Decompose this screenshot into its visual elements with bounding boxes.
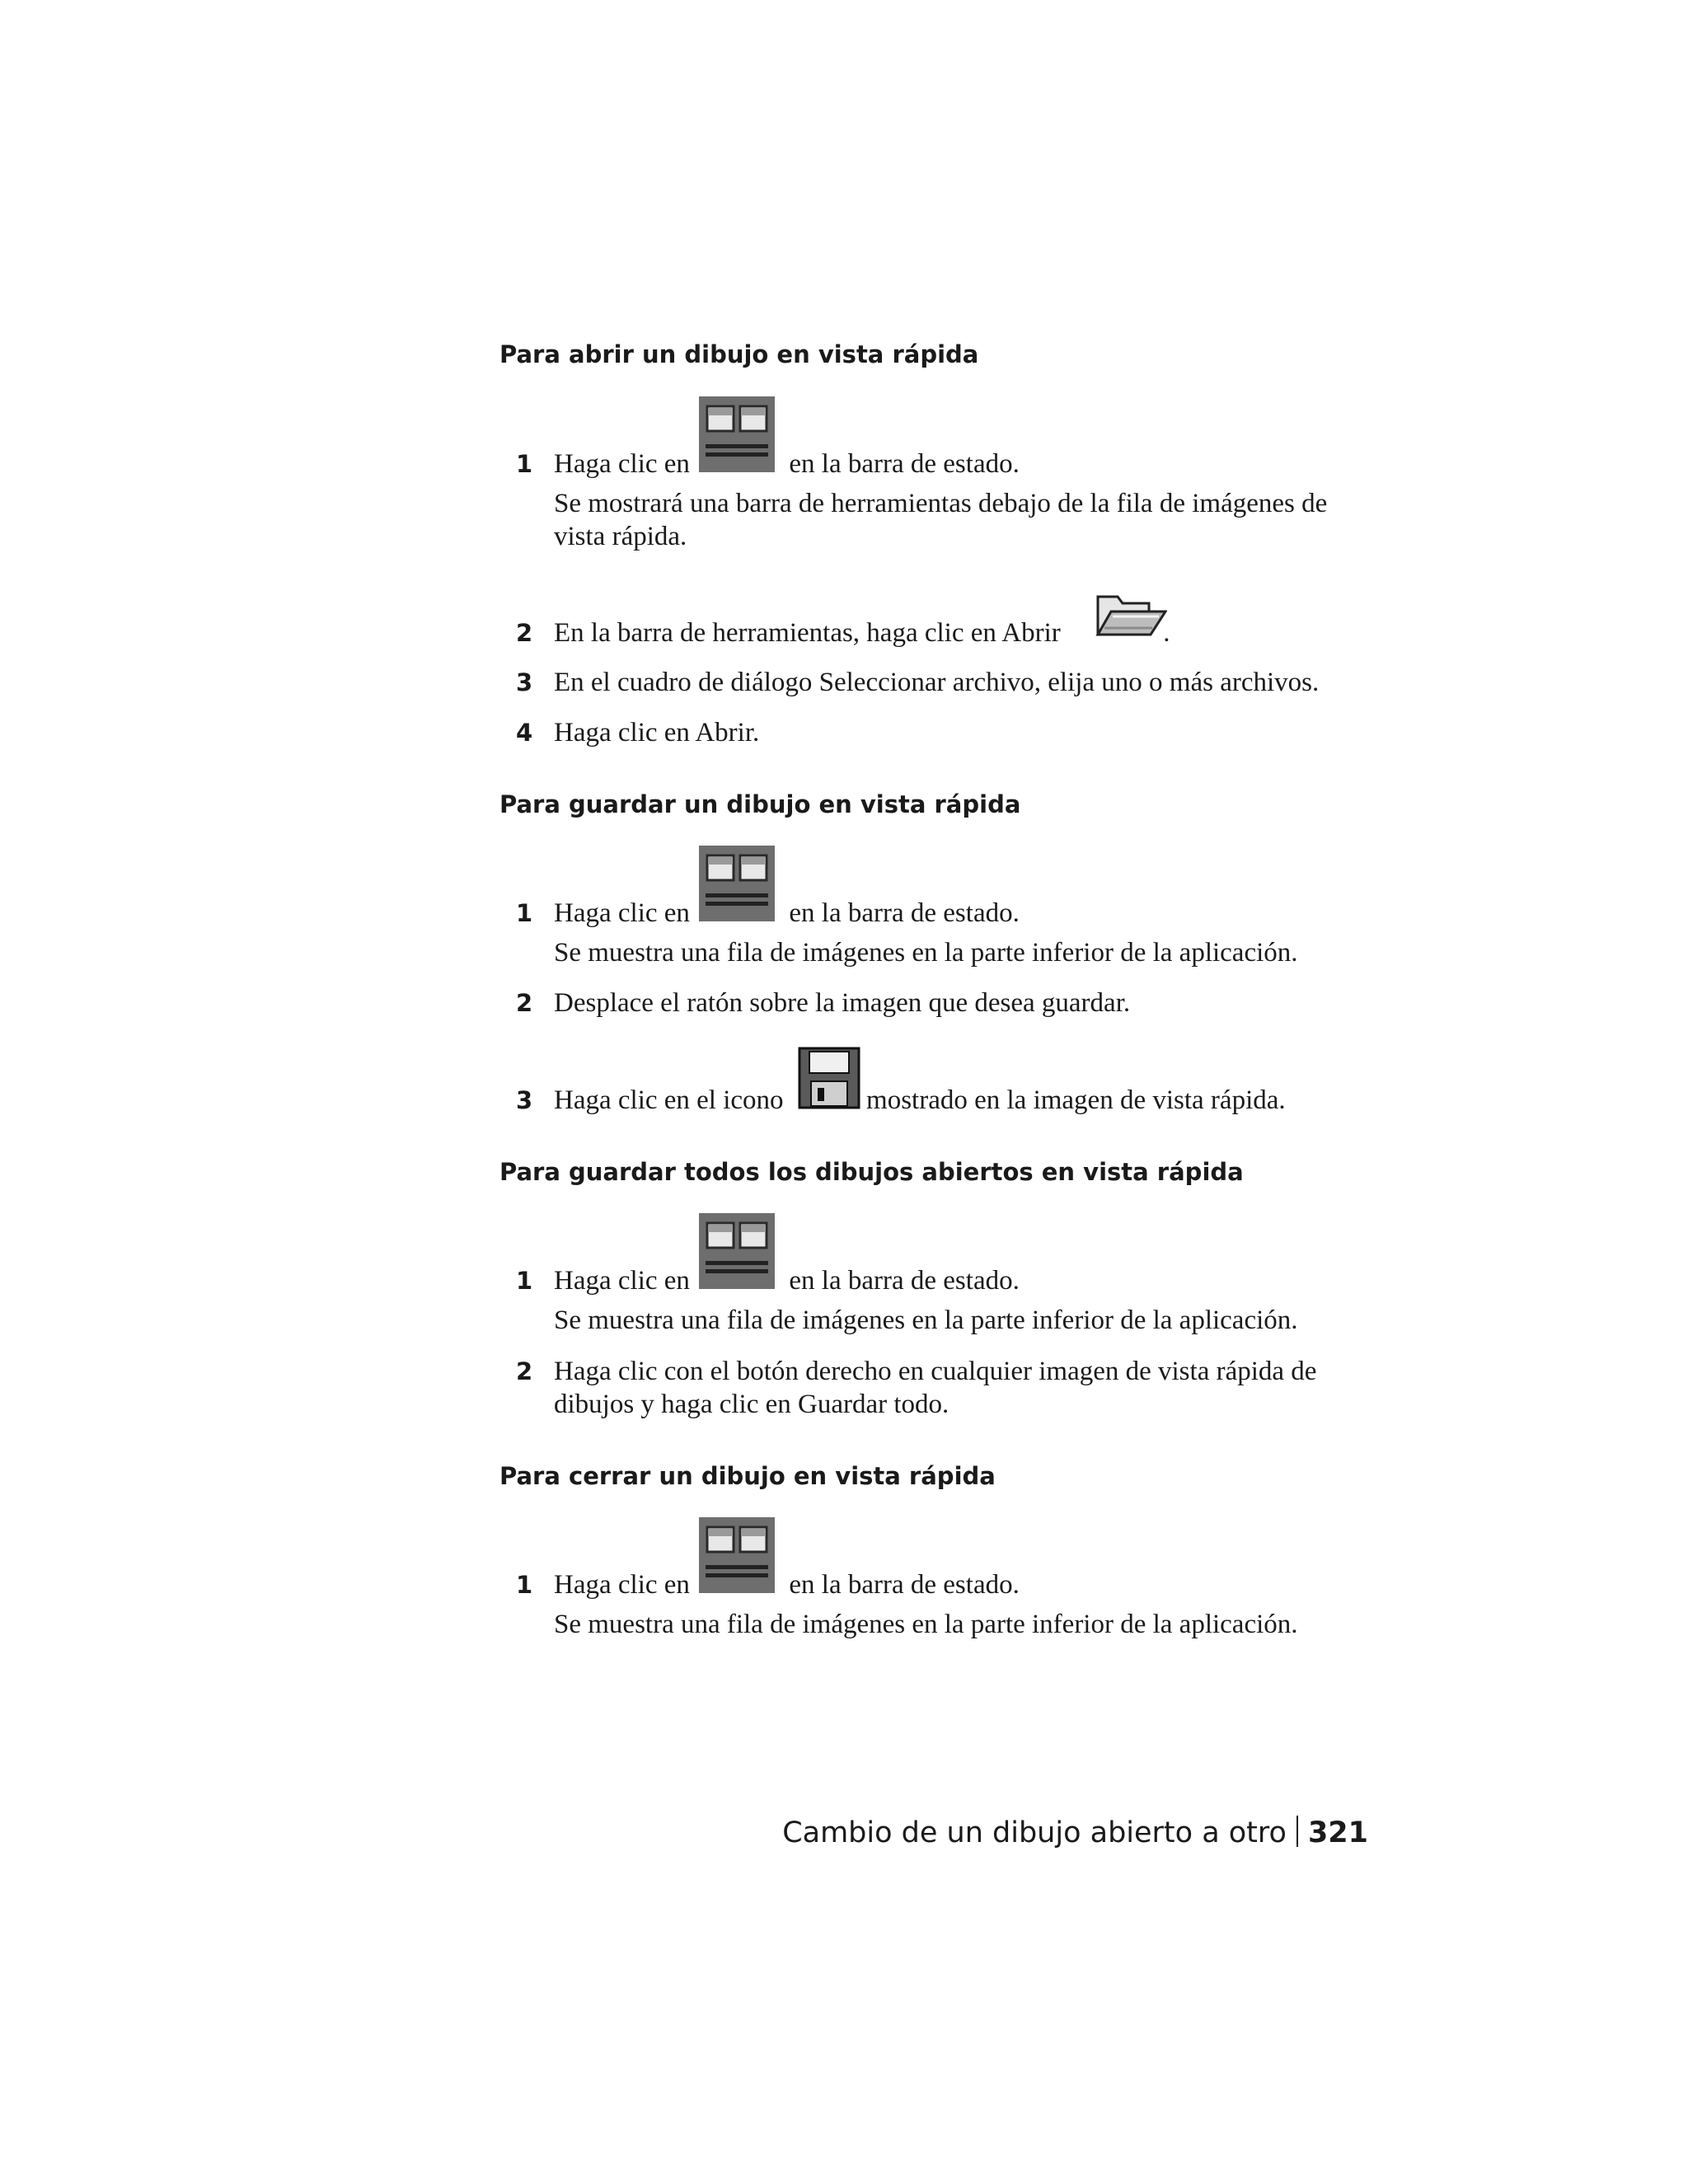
step-number: 2 [516, 989, 533, 1017]
step-text-after: en la barra de estado. [789, 1570, 1020, 1600]
step-text-before: Haga clic en el icono [554, 1085, 784, 1115]
open-folder-icon [1095, 588, 1167, 640]
step-text [554, 897, 1378, 930]
step-number: 3 [516, 668, 533, 696]
step-note: Se muestra una fila de imágenes en la parte inferior de la aplicación. [554, 1610, 1298, 1639]
step-text [554, 1568, 1378, 1601]
step-number: 2 [516, 619, 533, 647]
step-note: Se muestra una fila de imágenes en la parte inferior de la aplicación. [554, 938, 1298, 968]
step-text-before: Haga clic en [554, 1266, 690, 1296]
quickview-drawings-icon [699, 1517, 775, 1593]
step-text [554, 1084, 1378, 1117]
step-number: 1 [516, 1571, 533, 1599]
section-heading: Para guardar un dibujo en vista rápida [499, 790, 1021, 818]
step-text [554, 1264, 1378, 1297]
step-text: Desplace el ratón sobre la imagen que desea guardar. [554, 988, 1131, 1018]
step-text: Haga clic con el botón derecho en cualquier imagen de vista rápida de dibujos y haga clic en Guardar todo. [554, 1357, 1317, 1419]
step-text-before: Haga clic en [554, 898, 690, 928]
section-heading: Para cerrar un dibujo en vista rápida [499, 1462, 996, 1490]
step-text-after: mostrado en la imagen de vista rápida. [866, 1085, 1286, 1115]
quickview-drawings-icon [699, 1213, 775, 1289]
section-heading: Para guardar todos los dibujos abiertos en vista rápida [499, 1158, 1244, 1186]
page-footer [782, 1815, 1368, 1851]
step-text [554, 448, 1378, 480]
step-number: 1 [516, 450, 533, 478]
page-number: 321 [1307, 1816, 1368, 1849]
step-text [554, 616, 1378, 649]
step-note: Se muestra una fila de imágenes en la parte inferior de la aplicación. [554, 1305, 1298, 1335]
step-text-before: Haga clic en [554, 1570, 690, 1600]
step-text-after: . [1163, 618, 1170, 648]
section-heading: Para abrir un dibujo en vista rápida [499, 340, 979, 368]
step-number: 2 [516, 1357, 533, 1385]
step-text: Haga clic en Abrir. [554, 718, 760, 748]
step-number: 1 [516, 899, 533, 927]
save-floppy-icon [798, 1047, 860, 1109]
step-number: 1 [516, 1267, 533, 1295]
quickview-drawings-icon [699, 396, 775, 472]
step-number: 4 [516, 719, 533, 747]
step-text-before: En la barra de herramientas, haga clic en Abrir [554, 618, 1061, 648]
step-text-after: en la barra de estado. [789, 1266, 1020, 1296]
step-number: 3 [516, 1086, 533, 1114]
footer-divider [1296, 1816, 1298, 1847]
step-text-before: Haga clic en [554, 449, 690, 479]
step-note: Se mostrará una barra de herramientas debajo de la fila de imágenes de vista rápida. [554, 489, 1328, 551]
footer-title: Cambio de un dibujo abierto a otro [782, 1816, 1287, 1849]
quickview-drawings-icon [699, 846, 775, 921]
step-text-after: en la barra de estado. [789, 898, 1020, 928]
step-text: En el cuadro de diálogo Seleccionar archivo, elija uno o más archivos. [554, 668, 1320, 697]
step-text-after: en la barra de estado. [789, 449, 1020, 479]
